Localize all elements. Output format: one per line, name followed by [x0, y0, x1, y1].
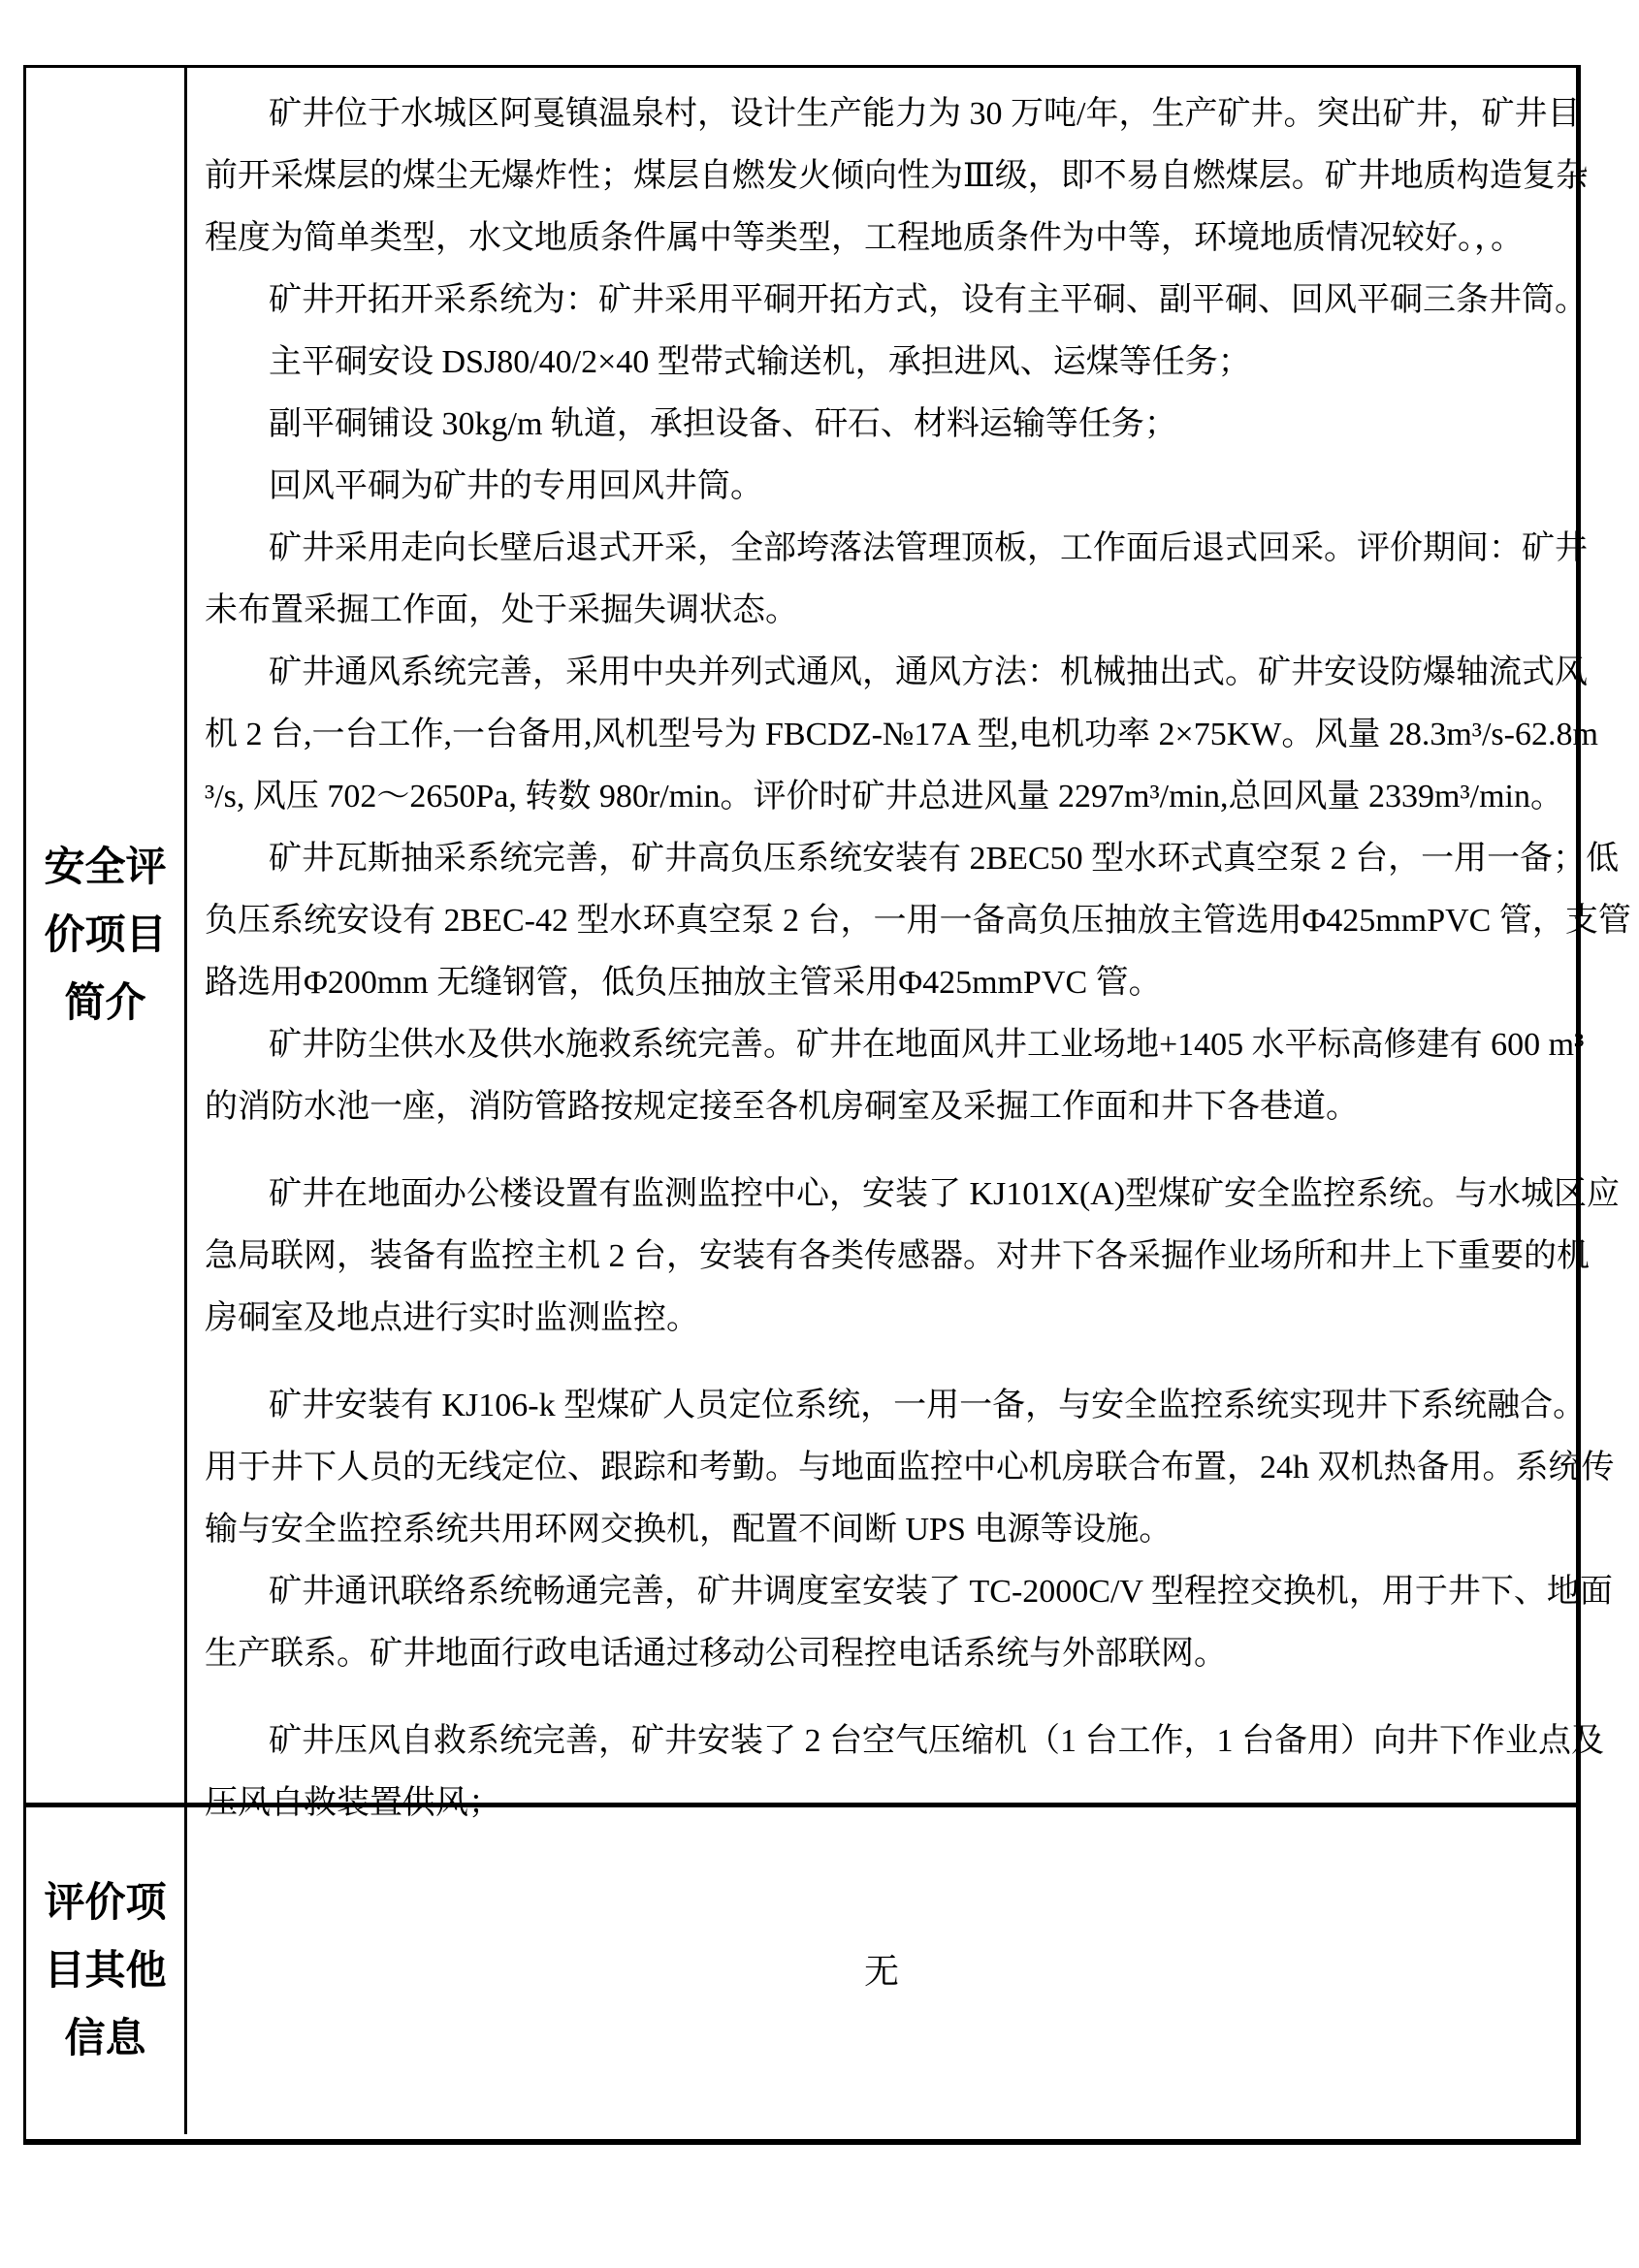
text-line: 矿井位于水城区阿戛镇温泉村，设计生产能力为 30 万吨/年，生产矿井。突出矿井，矿井目 — [269, 96, 1581, 132]
row-header-label-line: 安全评 — [44, 845, 167, 890]
row-header-label-line: 价项目 — [44, 912, 167, 958]
text-line: 前开采煤层的煤尘无爆炸性；煤层自燃发火倾向性为Ⅲ级，即不易自燃煤层。矿井地质构造复杂 — [205, 158, 1589, 194]
text-line: 急局联网，装备有监控主机 2 台，安装有各类传感器。对井下各采掘作业场所和井上下重要的机 — [205, 1238, 1590, 1274]
text-line: 用于井下人员的无线定位、跟踪和考勤。与地面监控中心机房联合布置，24h 双机热备用。系统传 — [205, 1450, 1615, 1485]
intro-text-cell — [187, 68, 1639, 1821]
text-line: 路选用Φ200mm 无缝钢管，低负压抽放主管采用Φ425mmPVC 管。 — [205, 965, 1162, 1001]
table-row-intro — [26, 68, 1631, 1821]
text-line: 主平硐安设 DSJ80/40/2×40 型带式输送机，承担进风、运煤等任务； — [269, 344, 1251, 380]
text-line: 未布置采掘工作面，处于采掘失调状态。 — [205, 592, 798, 628]
text-line: 矿井开拓开采系统为：矿井采用平硐开拓方式，设有主平硐、副平硐、回风平硐三条井筒。 — [269, 282, 1588, 318]
text-line: 机 2 台,一台工作,一台备用,风机型号为 FBCDZ-№17A 型,电机功率 2×75KW。风量 28.3m³/s-62.8m — [205, 717, 1598, 752]
text-line: 回风平硐为矿井的专用回风井筒。 — [269, 468, 763, 504]
text-line: 矿井安装有 KJ106-k 型煤矿人员定位系统，一用一备，与安全监控系统实现井下系统融合。 — [269, 1388, 1587, 1423]
text-line: 矿井防尘供水及供水施救系统完善。矿井在地面风井工业场地+1405 水平标高修建有 600 m³ — [269, 1027, 1585, 1063]
text-line: ³/s, 风压 702～2650Pa, 转数 980r/min。评价时矿井总进风量 2297m³/min,总回风量 2339m³/min。 — [205, 779, 1563, 815]
text-line: 房硐室及地点进行实时监测监控。 — [205, 1300, 699, 1336]
text-line: 负压系统安设有 2BEC-42 型水环真空泵 2 台，一用一备高负压抽放主管选用Φ425mmPVC 管，支管 — [205, 903, 1631, 939]
evaluation-table — [23, 65, 1631, 2145]
text-line: 矿井瓦斯抽采系统完善，矿井高负压系统安装有 2BEC50 型水环式真空泵 2 台，一用一备；低 — [269, 841, 1620, 877]
row-header-safety-evaluation-intro — [26, 68, 187, 1803]
row-header-label-line: 评价项 — [44, 1880, 167, 1926]
row-header-label-line: 目其他 — [44, 1948, 167, 1994]
text-line: 压风自救装置供风； — [205, 1785, 501, 1821]
row-header-label-line: 简介 — [64, 980, 146, 1026]
text-line: 矿井压风自救系统完善，矿井安装了 2 台空气压缩机（1 台工作，1 台备用）向井下作业点及 — [269, 1723, 1604, 1759]
text-line: 矿井通讯联络系统畅通完善，矿井调度室安装了 TC-2000C/V 型程控交换机，用于井下、地面 — [269, 1574, 1613, 1610]
text-line: 生产联系。矿井地面行政电话通过移动公司程控电话系统与外部联网。 — [205, 1636, 1227, 1672]
text-line: 矿井在地面办公楼设置有监测监控中心，安装了 KJ101X(A)型煤矿安全监控系统。与水城区应 — [269, 1176, 1621, 1212]
text-line: 输与安全监控系统共用环网交换机，配置不间断 UPS 电源等设施。 — [205, 1512, 1173, 1548]
other-info-cell — [187, 1807, 1576, 2134]
text-line: 矿井采用走向长壁后退式开采，全部垮落法管理顶板，工作面后退式回采。评价期间：矿井 — [269, 530, 1588, 566]
text-line: 副平硐铺设 30kg/m 轨道，承担设备、矸石、材料运输等任务； — [269, 406, 1177, 442]
other-info-value: 无 — [863, 1951, 899, 1991]
text-line: 矿井通风系统完善，采用中央并列式通风，通风方法：机械抽出式。矿井安设防爆轴流式风 — [269, 655, 1588, 690]
row-header-label-line: 信息 — [64, 2016, 146, 2061]
row-header-other-info — [26, 1807, 187, 2134]
text-line: 的消防水池一座，消防管路按规定接至各机房硐室及采掘工作面和井下各巷道。 — [205, 1089, 1359, 1125]
text-line: 程度为简单类型，水文地质条件属中等类型，工程地质条件为中等，环境地质情况较好。，。 — [205, 220, 1524, 256]
table-row-other-info — [26, 1807, 1576, 2134]
